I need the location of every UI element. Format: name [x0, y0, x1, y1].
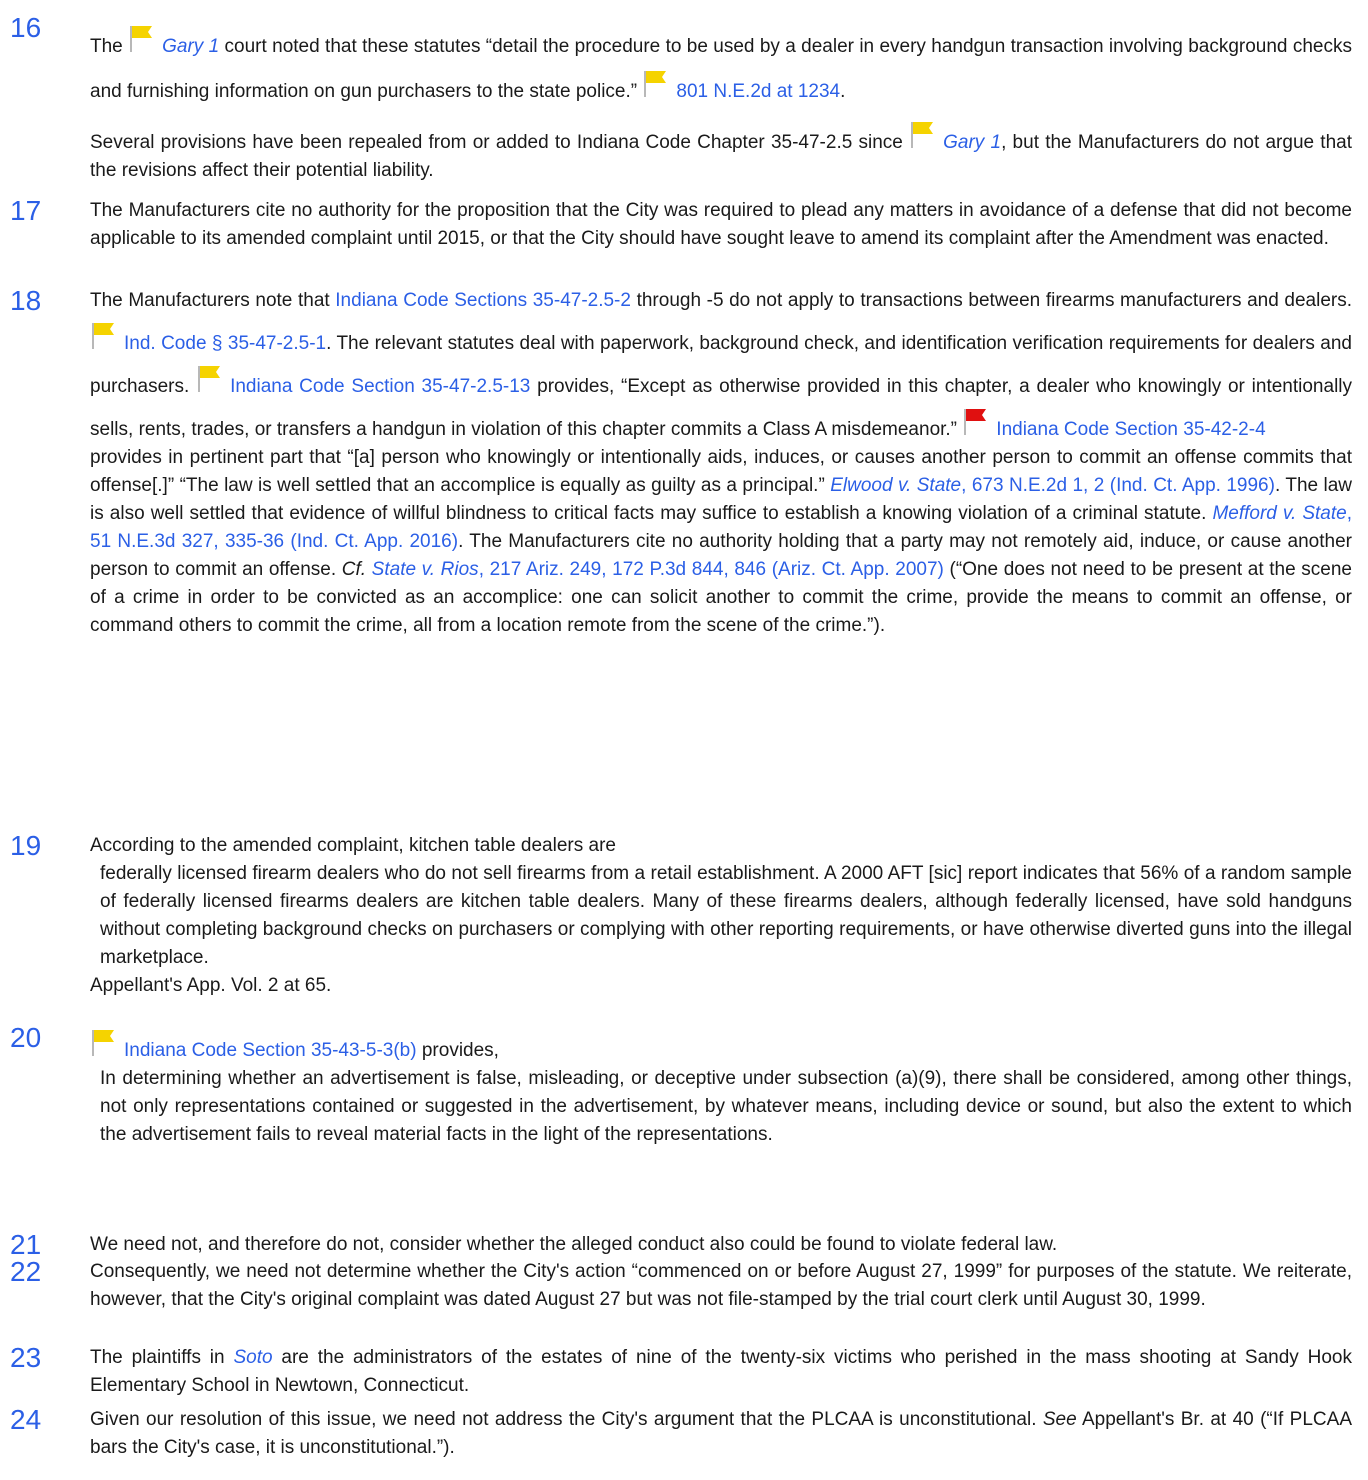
see-signal: See — [1042, 1409, 1077, 1430]
footnote-number-16[interactable]: 16 — [10, 12, 42, 43]
yellow-flag-icon — [128, 24, 158, 54]
footnote-number-20[interactable]: 20 — [10, 1022, 42, 1053]
footnote-text: provides, — [416, 1040, 499, 1061]
footnote-text: The Manufacturers note that — [90, 290, 336, 311]
footnote-19 — [0, 832, 1368, 1000]
footnote-17 — [0, 197, 1368, 253]
case-cite: , 217 Ariz. 249, 172 P.3d 844, 846 (Ariz. Ct. App. 2007) — [478, 559, 944, 580]
footnote-number-17[interactable]: 17 — [10, 195, 42, 226]
footnote-text: Several provisions have been repealed from or added to Indiana Code Chapter 35-47-2.5 since — [90, 132, 910, 153]
footnote-text: . The law is also well settled that evidence of willful blindness to critical facts may suffice to establish a knowing violation of a criminal statute. — [90, 475, 1353, 524]
footnote-text: The plaintiffs in — [90, 1347, 234, 1368]
case-link-gary-1[interactable]: Gary 1 — [943, 132, 1002, 153]
case-name: Mefford v. State — [1212, 503, 1347, 524]
footnote-18 — [0, 287, 1368, 640]
footnote-text: provides, “Except as otherwise provided in this chapter, a dealer who knowingly or intentionally sells, rents, trades, or transfers a handgun in violation of this chapter commits a Class A misdemeanor.” — [90, 376, 1353, 440]
footnote-21 — [0, 1231, 1368, 1259]
yellow-flag-icon — [90, 321, 120, 351]
footnote-text: We need not, and therefore do not, consider whether the alleged conduct also could be found to violate federal law. — [90, 1234, 1058, 1255]
footnote-number-18[interactable]: 18 — [10, 285, 42, 316]
footnote-text: (“One does not need to be present at the scene of a crime in order to be convicted as an accomplice: one can solicit another to commit the crime, provide the means to commit an offense, or command others to commit the crime, all from a location remote from the scene of the crime.”). — [90, 559, 1352, 636]
footnote-text: court noted that these statutes “detail the procedure to be used by a dealer in every handgun transaction involving background checks and furnishing information on gun purchasers to the state police.” — [90, 36, 1352, 102]
footnote-text: Consequently, we need not determine whether the City's action “commenced on or before August 27, 1999” for purposes of the statute. We reiterate, however, that the City's original complaint was dated August 27 but was not file-stamped by the trial court clerk until August 30, 1999. — [90, 1261, 1352, 1310]
footnote-text: , but the Manufacturers do not argue that the revisions affect their potential liability. — [90, 132, 1352, 181]
case-cite: , 673 N.E.2d 1, 2 (Ind. Ct. App. 1996) — [961, 475, 1275, 496]
red-flag-icon — [962, 407, 992, 437]
footnote-16 — [0, 14, 1368, 185]
statute-link[interactable]: Indiana Code Section 35-43-5-3(b) — [124, 1040, 417, 1061]
case-link-soto[interactable]: Soto — [233, 1347, 273, 1368]
footnote-24 — [0, 1406, 1368, 1462]
yellow-flag-icon — [642, 69, 672, 99]
footnote-text: Given our resolution of this issue, we need not address the City's argument that the PLCAA is unconstitutional. — [90, 1409, 1043, 1430]
footnote-text: . The relevant statutes deal with paperwork, background check, and identification verification requirements for dealers and purchasers. — [90, 333, 1353, 397]
statute-link[interactable]: Ind. Code § 35-47-2.5-1 — [124, 333, 327, 354]
footnote-number-22[interactable]: 22 — [10, 1256, 42, 1287]
case-link-rios[interactable] — [372, 559, 944, 580]
case-name: State v. Rios — [371, 559, 479, 580]
footnote-number-19[interactable]: 19 — [10, 830, 42, 861]
footnote-text: . — [840, 81, 846, 102]
yellow-flag-icon — [196, 364, 226, 394]
footnote-text: provides in pertinent part that “[a] person who knowingly or intentionally aids, induces, or causes another person to commit an offense commits that offense[.]” “The law is well settled that an accomplice is equally as guilty as a principal.” — [90, 447, 1352, 496]
footnote-text: The Manufacturers cite no authority for the proposition that the City was required to plead any matters in avoidance of a defense that did not become applicable to its amended complaint until 2015, or that the City should have sought leave to amend its complaint after the Amendment was enacted. — [90, 200, 1352, 249]
footnote-number-24[interactable]: 24 — [10, 1404, 42, 1435]
citation-link[interactable]: 801 N.E.2d at 1234 — [676, 81, 841, 102]
footnote-text: . The Manufacturers cite no authority holding that a party may not remotely aid, induce, or cause another person to commit an offense. — [90, 531, 1352, 580]
case-link-elwood[interactable] — [830, 475, 1275, 496]
footnote-22 — [0, 1258, 1368, 1314]
footnote-text: are the administrators of the estates of nine of the twenty-six victims who perished in the mass shooting at Sandy Hook Elementary School in Newtown, Connecticut. — [90, 1347, 1352, 1396]
case-cite: , 51 N.E.3d 327, 335-36 (Ind. Ct. App. 2016) — [90, 503, 1352, 552]
statute-link[interactable]: Indiana Code Sections 35-47-2.5-2 — [335, 290, 631, 311]
footnote-text: The — [90, 36, 129, 57]
yellow-flag-icon — [90, 1028, 120, 1058]
cf-signal: Cf. — [341, 559, 367, 580]
footnote-23 — [0, 1344, 1368, 1400]
statute-link[interactable]: Indiana Code Section 35-47-2.5-13 — [230, 376, 531, 397]
footnote-text: Appellant's Br. at 40 (“If PLCAA bars the City's case, it is unconstitutional.”). — [90, 1409, 1352, 1458]
footnote-text: through -5 do not apply to transactions between firearms manufacturers and dealers. — [630, 290, 1353, 311]
footnote-text: According to the amended complaint, kitchen table dealers are — [90, 835, 616, 856]
record-citation: Appellant's App. Vol. 2 at 65. — [90, 975, 332, 996]
block-quote: federally licensed firearm dealers who do not sell firearms from a retail establishment. A 2000 AFT [sic] report indicates that 56% of a random sample of federally licensed firearms dealers are kitchen table dealers. Many of these firearms dealers, although federally licensed, have sold handguns without completing background checks on purchasers or complying with other reporting requirements, or have otherwise diverted guns into the illegal marketplace. — [100, 863, 1352, 968]
block-quote: In determining whether an advertisement is false, misleading, or deceptive under subsection (a)(9), there shall be considered, among other things, not only representations contained or suggested in the advertisement, by whatever means, including device or sound, but also the extent to which the advertisement fails to reveal material facts in the light of the representations. — [100, 1068, 1352, 1145]
footnote-20 — [0, 1024, 1368, 1149]
case-name: Elwood v. State — [830, 475, 962, 496]
case-link-gary-1[interactable]: Gary 1 — [162, 36, 220, 57]
statute-link[interactable]: Indiana Code Section 35-42-2-4 — [996, 419, 1266, 440]
footnote-number-21[interactable]: 21 — [10, 1229, 42, 1260]
yellow-flag-icon — [909, 120, 939, 150]
footnote-number-23[interactable]: 23 — [10, 1342, 42, 1373]
